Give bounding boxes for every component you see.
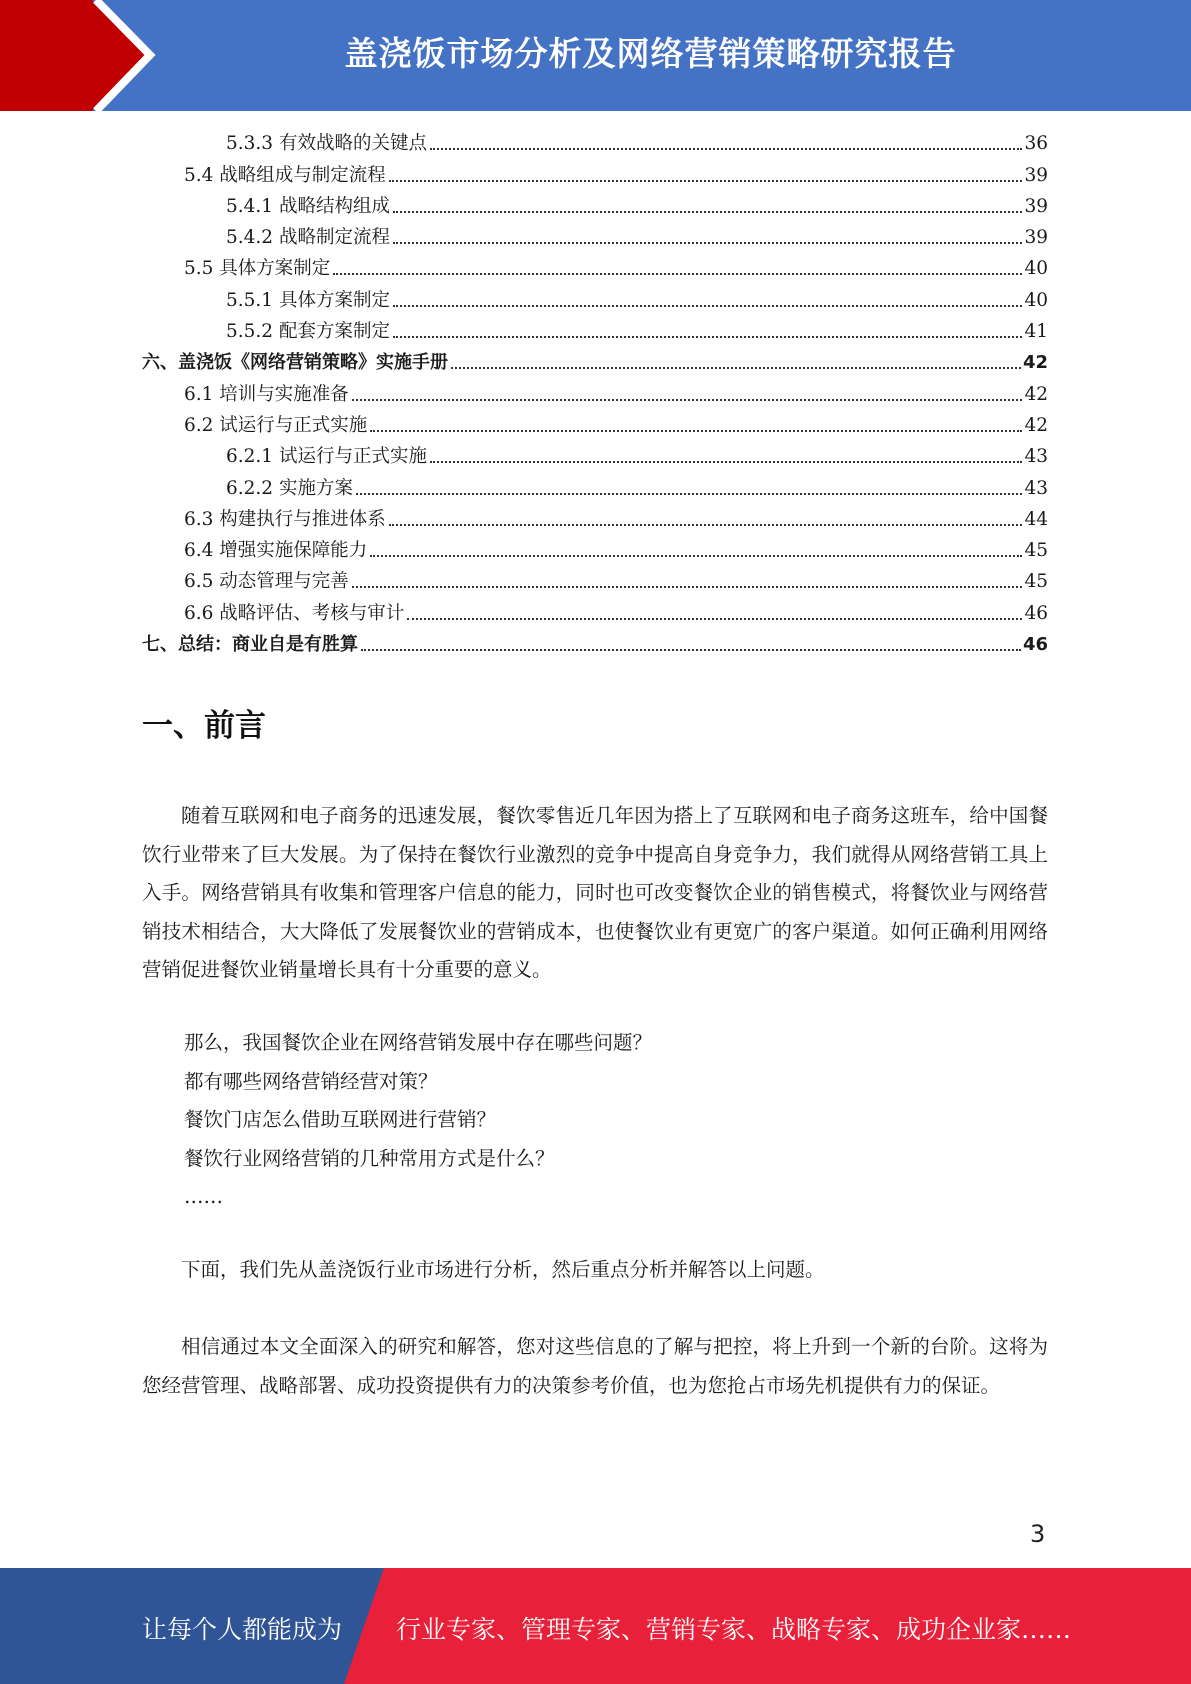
toc-entry-label: 5.4.1 战略结构组成 xyxy=(226,195,390,217)
toc-entry-label: 6.2.2 实施方案 xyxy=(226,477,353,499)
question-item: 那么，我国餐饮企业在网络营销发展中存在哪些问题？ xyxy=(184,1031,653,1054)
toc-leader-dots xyxy=(451,367,1021,369)
toc-leader-dots xyxy=(393,336,1022,338)
question-item: 都有哪些网络营销经营对策？ xyxy=(184,1069,438,1093)
toc-leader-dots xyxy=(389,180,1023,182)
toc-entry-page: 40 xyxy=(1024,289,1048,311)
toc-entry-page: 44 xyxy=(1024,508,1048,530)
toc-leader-dots xyxy=(352,399,1023,401)
footer-slogan-right: 行业专家、管理专家、营销专家、战略专家、成功企业家…… xyxy=(396,1615,1072,1644)
toc-entry-page: 42 xyxy=(1022,352,1048,374)
toc-entry[interactable] xyxy=(142,565,1048,596)
toc-entry-label: 6.5 动态管理与完善 xyxy=(184,571,349,593)
toc-entry-label: 5.5.1 具体方案制定 xyxy=(226,289,390,311)
toc-entry[interactable] xyxy=(142,628,1048,659)
section-heading: 一、前言 xyxy=(142,708,266,744)
header-bar xyxy=(0,0,1191,111)
toc-entry-page: 42 xyxy=(1024,414,1048,436)
closing-paragraph: 相信通过本文全面深入的研究和解答，您对这些信息的了解与把控，将上升到一个新的台阶。这将为您经营管理、战略部署、成功投资提供有力的决策参考价值，也为您抢占市场先机提供有力的保证。 xyxy=(142,1335,1048,1397)
toc-entry-label: 5.4 战略组成与制定流程 xyxy=(184,164,386,186)
toc-entry-label: 6.2 试运行与正式实施 xyxy=(184,414,368,436)
toc-entry-label: 6.4 增强实施保障能力 xyxy=(184,540,368,562)
toc-entry-label: 6.6 战略评估、考核与审计 xyxy=(184,602,405,624)
toc-entry-label: 6.2.1 试运行与正式实施 xyxy=(226,446,427,468)
toc-entry[interactable] xyxy=(142,346,1048,377)
toc-leader-dots xyxy=(352,586,1023,588)
toc-entry-label: 6.3 构建执行与推进体系 xyxy=(184,508,386,530)
toc-entry[interactable] xyxy=(142,377,1048,408)
toc-entry[interactable] xyxy=(142,127,1048,158)
toc-leader-dots xyxy=(393,211,1022,213)
toc-entry-page: 42 xyxy=(1024,383,1048,405)
page-number: 3 xyxy=(1030,1520,1046,1548)
toc-entry[interactable] xyxy=(142,158,1048,189)
toc-entry-label: 6.1 培训与实施准备 xyxy=(184,383,349,405)
toc-leader-dots xyxy=(430,461,1022,463)
footer-banner xyxy=(0,1568,1191,1684)
toc-entry-page: 41 xyxy=(1024,321,1048,343)
toc-leader-dots xyxy=(393,242,1022,244)
toc-entry[interactable] xyxy=(142,503,1048,534)
toc-entry-page: 43 xyxy=(1024,477,1048,499)
question-item: 餐饮行业网络营销的几种常用方式是什么？ xyxy=(184,1146,555,1170)
toc-entry[interactable] xyxy=(142,283,1048,314)
toc-entry[interactable] xyxy=(142,252,1048,283)
question-list xyxy=(184,1024,652,1217)
toc-leader-dots xyxy=(389,524,1023,526)
question-item: …… xyxy=(184,1185,223,1208)
toc-entry-label: 六、盖浇饭《网络营销策略》实施手册 xyxy=(142,352,448,374)
footer-slogan-left: 让每个人都能成为 xyxy=(142,1615,343,1644)
toc-entry-page: 45 xyxy=(1024,540,1048,562)
toc-leader-dots xyxy=(356,493,1023,495)
toc-leader-dots xyxy=(370,555,1022,557)
toc-entry-label: 七、总结：商业自是有胜算 xyxy=(142,634,358,656)
toc-entry[interactable] xyxy=(142,534,1048,565)
toc-entry[interactable] xyxy=(142,471,1048,502)
toc-entry[interactable] xyxy=(142,440,1048,471)
toc-leader-dots xyxy=(393,305,1022,307)
toc-entry-page: 46 xyxy=(1024,602,1048,624)
toc-entry-page: 40 xyxy=(1024,258,1048,280)
toc-entry[interactable] xyxy=(142,221,1048,252)
toc-entry[interactable] xyxy=(142,190,1048,221)
toc-entry-label: 5.5 具体方案制定 xyxy=(184,258,331,280)
transition-paragraph: 下面，我们先从盖浇饭行业市场进行分析，然后重点分析并解答以上问题。 xyxy=(181,1258,825,1281)
document-title: 盖浇饭市场分析及网络营销策略研究报告 xyxy=(344,34,957,73)
toc-entry-page: 39 xyxy=(1024,227,1048,249)
question-item: 餐饮门店怎么借助互联网进行营销？ xyxy=(184,1108,497,1131)
toc-leader-dots xyxy=(430,148,1022,150)
toc-entry-label: 5.5.2 配套方案制定 xyxy=(226,321,390,343)
toc-entry[interactable] xyxy=(142,315,1048,346)
intro-paragraph: 随着互联网和电子商务的迅速发展，餐饮零售近几年因为搭上了互联网和电子商务这班车，给中国餐饮行业带来了巨大发展。为了保持在餐饮行业激烈的竞争中提高自身竞争力，我们就得从网络营销工具上入手。网络营销具有收集和管理客户信息的能力，同时也可改变餐饮企业的销售模式，将餐饮业与网络营销技术相结合，大大降低了发展餐饮业的营销成本，也使餐饮业有更宽广的客户渠道。如何正确利用网络营销促进餐饮业销量增长具有十分重要的意义。 xyxy=(142,804,1048,981)
toc-entry-page: 45 xyxy=(1024,571,1048,593)
toc-leader-dots xyxy=(370,430,1022,432)
toc-entry[interactable] xyxy=(142,596,1048,627)
toc-entry[interactable] xyxy=(142,409,1048,440)
toc-entry-page: 36 xyxy=(1024,133,1048,155)
table-of-contents xyxy=(142,127,1048,659)
toc-entry-page: 39 xyxy=(1024,164,1048,186)
toc-leader-dots xyxy=(407,618,1022,620)
toc-entry-page: 46 xyxy=(1022,634,1048,656)
toc-entry-label: 5.3.3 有效战略的关键点 xyxy=(226,133,427,155)
toc-entry-page: 43 xyxy=(1024,446,1048,468)
toc-leader-dots xyxy=(361,649,1021,651)
toc-entry-label: 5.4.2 战略制定流程 xyxy=(226,227,390,249)
toc-entry-page: 39 xyxy=(1024,195,1048,217)
toc-leader-dots xyxy=(333,273,1022,275)
